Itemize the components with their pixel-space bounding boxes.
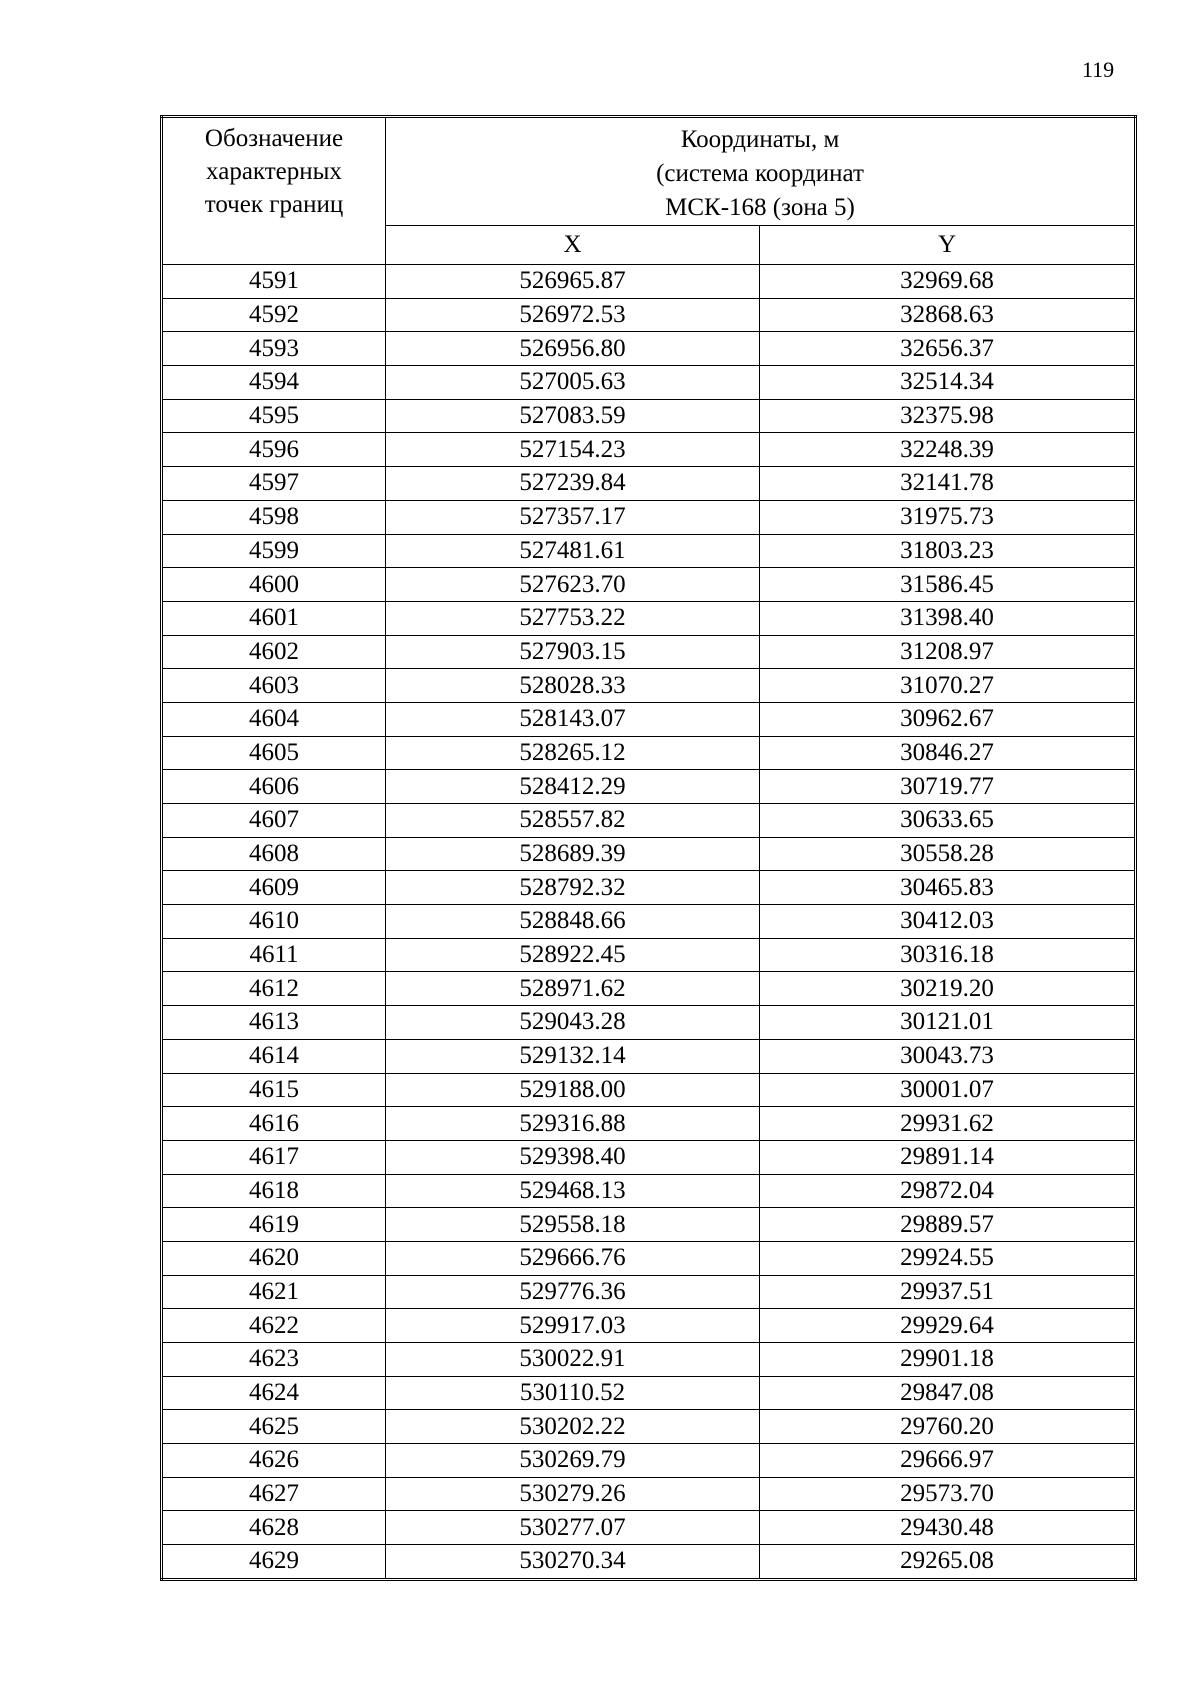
y-coordinate-cell: 29872.04 <box>760 1174 1136 1208</box>
points-header-line: характерных <box>206 158 342 185</box>
y-coordinate-cell: 30633.65 <box>760 804 1136 838</box>
coordinates-column-header <box>386 117 1136 226</box>
point-id-cell: 4614 <box>162 1039 386 1073</box>
x-coordinate-cell: 526965.87 <box>386 265 760 299</box>
y-coordinate-cell: 31586.45 <box>760 568 1136 602</box>
x-coordinate-cell: 530202.22 <box>386 1410 760 1444</box>
x-coordinate-cell: 528143.07 <box>386 702 760 736</box>
y-column-header: Y <box>760 226 1136 265</box>
y-coordinate-cell: 30846.27 <box>760 736 1136 770</box>
y-coordinate-cell: 29430.48 <box>760 1511 1136 1545</box>
point-id-cell: 4626 <box>162 1444 386 1478</box>
point-id-cell: 4596 <box>162 433 386 467</box>
x-coordinate-cell: 529043.28 <box>386 1006 760 1040</box>
point-id-cell: 4593 <box>162 332 386 366</box>
table-row <box>162 736 1136 770</box>
y-coordinate-cell: 32141.78 <box>760 467 1136 501</box>
point-id-cell: 4624 <box>162 1376 386 1410</box>
point-id-cell: 4621 <box>162 1275 386 1309</box>
table-row <box>162 669 1136 703</box>
point-id-cell: 4622 <box>162 1309 386 1343</box>
x-coordinate-cell: 530022.91 <box>386 1343 760 1377</box>
table-row <box>162 702 1136 736</box>
x-coordinate-cell: 528922.45 <box>386 938 760 972</box>
point-id-cell: 4629 <box>162 1545 386 1580</box>
table-row <box>162 601 1136 635</box>
point-id-cell: 4620 <box>162 1241 386 1275</box>
table-row <box>162 804 1136 838</box>
point-id-cell: 4601 <box>162 601 386 635</box>
point-id-cell: 4597 <box>162 467 386 501</box>
point-id-cell: 4612 <box>162 972 386 1006</box>
point-id-cell: 4607 <box>162 804 386 838</box>
table-row <box>162 1309 1136 1343</box>
table-row <box>162 1140 1136 1174</box>
table-row <box>162 871 1136 905</box>
table-header <box>162 117 1136 265</box>
points-header-line: точек границ <box>204 191 344 218</box>
point-id-cell: 4599 <box>162 534 386 568</box>
x-coordinate-cell: 529666.76 <box>386 1241 760 1275</box>
y-coordinate-cell: 30043.73 <box>760 1039 1136 1073</box>
y-coordinate-cell: 30962.67 <box>760 702 1136 736</box>
x-coordinate-cell: 529558.18 <box>386 1208 760 1242</box>
x-coordinate-cell: 527083.59 <box>386 399 760 433</box>
table-row <box>162 467 1136 501</box>
table-row <box>162 1444 1136 1478</box>
table-row <box>162 1410 1136 1444</box>
point-id-cell: 4623 <box>162 1343 386 1377</box>
y-coordinate-cell: 31975.73 <box>760 500 1136 534</box>
point-id-cell: 4628 <box>162 1511 386 1545</box>
y-coordinate-cell: 30316.18 <box>760 938 1136 972</box>
x-coordinate-cell: 529468.13 <box>386 1174 760 1208</box>
y-coordinate-cell: 29924.55 <box>760 1241 1136 1275</box>
y-coordinate-cell: 30001.07 <box>760 1073 1136 1107</box>
y-coordinate-cell: 31398.40 <box>760 601 1136 635</box>
y-coordinate-cell: 29937.51 <box>760 1275 1136 1309</box>
table-row <box>162 1073 1136 1107</box>
table-row <box>162 1511 1136 1545</box>
table-row <box>162 265 1136 299</box>
page-number: 119 <box>1082 57 1115 82</box>
y-coordinate-cell: 29931.62 <box>760 1107 1136 1141</box>
y-coordinate-cell: 29847.08 <box>760 1376 1136 1410</box>
table-row <box>162 1343 1136 1377</box>
x-coordinate-cell: 527154.23 <box>386 433 760 467</box>
table-row <box>162 1039 1136 1073</box>
y-coordinate-cell: 30719.77 <box>760 770 1136 804</box>
coords-header-line: (система координат <box>656 159 864 187</box>
x-coordinate-cell: 529188.00 <box>386 1073 760 1107</box>
table-row <box>162 635 1136 669</box>
y-coordinate-cell: 31803.23 <box>760 534 1136 568</box>
table-row <box>162 938 1136 972</box>
table-row <box>162 1275 1136 1309</box>
x-coordinate-cell: 528971.62 <box>386 972 760 1006</box>
x-coordinate-cell: 528792.32 <box>386 871 760 905</box>
x-coordinate-cell: 526972.53 <box>386 298 760 332</box>
point-id-cell: 4615 <box>162 1073 386 1107</box>
x-coordinate-cell: 527239.84 <box>386 467 760 501</box>
point-id-cell: 4617 <box>162 1140 386 1174</box>
table-row <box>162 1208 1136 1242</box>
table-row <box>162 1006 1136 1040</box>
table-row <box>162 1174 1136 1208</box>
y-coordinate-cell: 30465.83 <box>760 871 1136 905</box>
coordinates-table <box>160 115 1137 1581</box>
x-coordinate-cell: 530277.07 <box>386 1511 760 1545</box>
table-row <box>162 332 1136 366</box>
point-id-cell: 4604 <box>162 702 386 736</box>
points-header-line: Обозначение <box>204 125 344 152</box>
coordinates-table-container <box>160 115 1134 1581</box>
point-id-cell: 4613 <box>162 1006 386 1040</box>
x-coordinate-cell: 529316.88 <box>386 1107 760 1141</box>
coords-header-line: Координаты, м <box>680 125 840 153</box>
x-coordinate-cell: 528412.29 <box>386 770 760 804</box>
point-id-cell: 4603 <box>162 669 386 703</box>
point-id-cell: 4598 <box>162 500 386 534</box>
x-coordinate-cell: 530279.26 <box>386 1477 760 1511</box>
table-row <box>162 1107 1136 1141</box>
point-id-cell: 4608 <box>162 837 386 871</box>
x-coordinate-cell: 528028.33 <box>386 669 760 703</box>
point-id-cell: 4591 <box>162 265 386 299</box>
y-coordinate-cell: 31070.27 <box>760 669 1136 703</box>
x-coordinate-cell: 527623.70 <box>386 568 760 602</box>
point-id-cell: 4595 <box>162 399 386 433</box>
y-coordinate-cell: 32514.34 <box>760 366 1136 400</box>
x-coordinate-cell: 528689.39 <box>386 837 760 871</box>
table-row <box>162 500 1136 534</box>
table-row <box>162 1241 1136 1275</box>
point-id-cell: 4619 <box>162 1208 386 1242</box>
x-coordinate-cell: 529917.03 <box>386 1309 760 1343</box>
x-coordinate-cell: 530269.79 <box>386 1444 760 1478</box>
table-row <box>162 837 1136 871</box>
x-coordinate-cell: 530110.52 <box>386 1376 760 1410</box>
y-coordinate-cell: 30558.28 <box>760 837 1136 871</box>
x-column-header: X <box>386 226 760 265</box>
points-column-header <box>162 117 386 265</box>
point-id-cell: 4611 <box>162 938 386 972</box>
point-id-cell: 4627 <box>162 1477 386 1511</box>
point-id-cell: 4616 <box>162 1107 386 1141</box>
y-coordinate-cell: 29901.18 <box>760 1343 1136 1377</box>
point-id-cell: 4606 <box>162 770 386 804</box>
x-coordinate-cell: 529398.40 <box>386 1140 760 1174</box>
point-id-cell: 4594 <box>162 366 386 400</box>
x-coordinate-cell: 527903.15 <box>386 635 760 669</box>
point-id-cell: 4609 <box>162 871 386 905</box>
y-coordinate-cell: 32656.37 <box>760 332 1136 366</box>
x-coordinate-cell: 528265.12 <box>386 736 760 770</box>
x-coordinate-cell: 528848.66 <box>386 905 760 939</box>
x-coordinate-cell: 527005.63 <box>386 366 760 400</box>
point-id-cell: 4602 <box>162 635 386 669</box>
y-coordinate-cell: 29265.08 <box>760 1545 1136 1580</box>
table-row <box>162 433 1136 467</box>
table-body <box>162 265 1136 1580</box>
y-coordinate-cell: 29666.97 <box>760 1444 1136 1478</box>
x-coordinate-cell: 529776.36 <box>386 1275 760 1309</box>
x-coordinate-cell: 527481.61 <box>386 534 760 568</box>
point-id-cell: 4600 <box>162 568 386 602</box>
table-row <box>162 534 1136 568</box>
point-id-cell: 4618 <box>162 1174 386 1208</box>
coords-header-line: МСК-168 (зона 5) <box>665 193 855 221</box>
table-row <box>162 298 1136 332</box>
x-coordinate-cell: 530270.34 <box>386 1545 760 1580</box>
table-row <box>162 366 1136 400</box>
table-row <box>162 905 1136 939</box>
y-coordinate-cell: 29760.20 <box>760 1410 1136 1444</box>
y-coordinate-cell: 30219.20 <box>760 972 1136 1006</box>
x-coordinate-cell: 526956.80 <box>386 332 760 366</box>
point-id-cell: 4610 <box>162 905 386 939</box>
y-coordinate-cell: 31208.97 <box>760 635 1136 669</box>
y-coordinate-cell: 30121.01 <box>760 1006 1136 1040</box>
table-row <box>162 1545 1136 1580</box>
y-coordinate-cell: 29891.14 <box>760 1140 1136 1174</box>
table-row <box>162 1477 1136 1511</box>
y-coordinate-cell: 32969.68 <box>760 265 1136 299</box>
x-coordinate-cell: 528557.82 <box>386 804 760 838</box>
y-coordinate-cell: 29889.57 <box>760 1208 1136 1242</box>
table-row <box>162 399 1136 433</box>
table-row <box>162 568 1136 602</box>
y-coordinate-cell: 29929.64 <box>760 1309 1136 1343</box>
header-row-top <box>162 117 1136 226</box>
y-coordinate-cell: 29573.70 <box>760 1477 1136 1511</box>
table-row <box>162 770 1136 804</box>
x-coordinate-cell: 529132.14 <box>386 1039 760 1073</box>
y-coordinate-cell: 32375.98 <box>760 399 1136 433</box>
table-row <box>162 972 1136 1006</box>
y-coordinate-cell: 32248.39 <box>760 433 1136 467</box>
y-coordinate-cell: 32868.63 <box>760 298 1136 332</box>
x-coordinate-cell: 527753.22 <box>386 601 760 635</box>
table-row <box>162 1376 1136 1410</box>
point-id-cell: 4592 <box>162 298 386 332</box>
point-id-cell: 4625 <box>162 1410 386 1444</box>
x-coordinate-cell: 527357.17 <box>386 500 760 534</box>
y-coordinate-cell: 30412.03 <box>760 905 1136 939</box>
point-id-cell: 4605 <box>162 736 386 770</box>
